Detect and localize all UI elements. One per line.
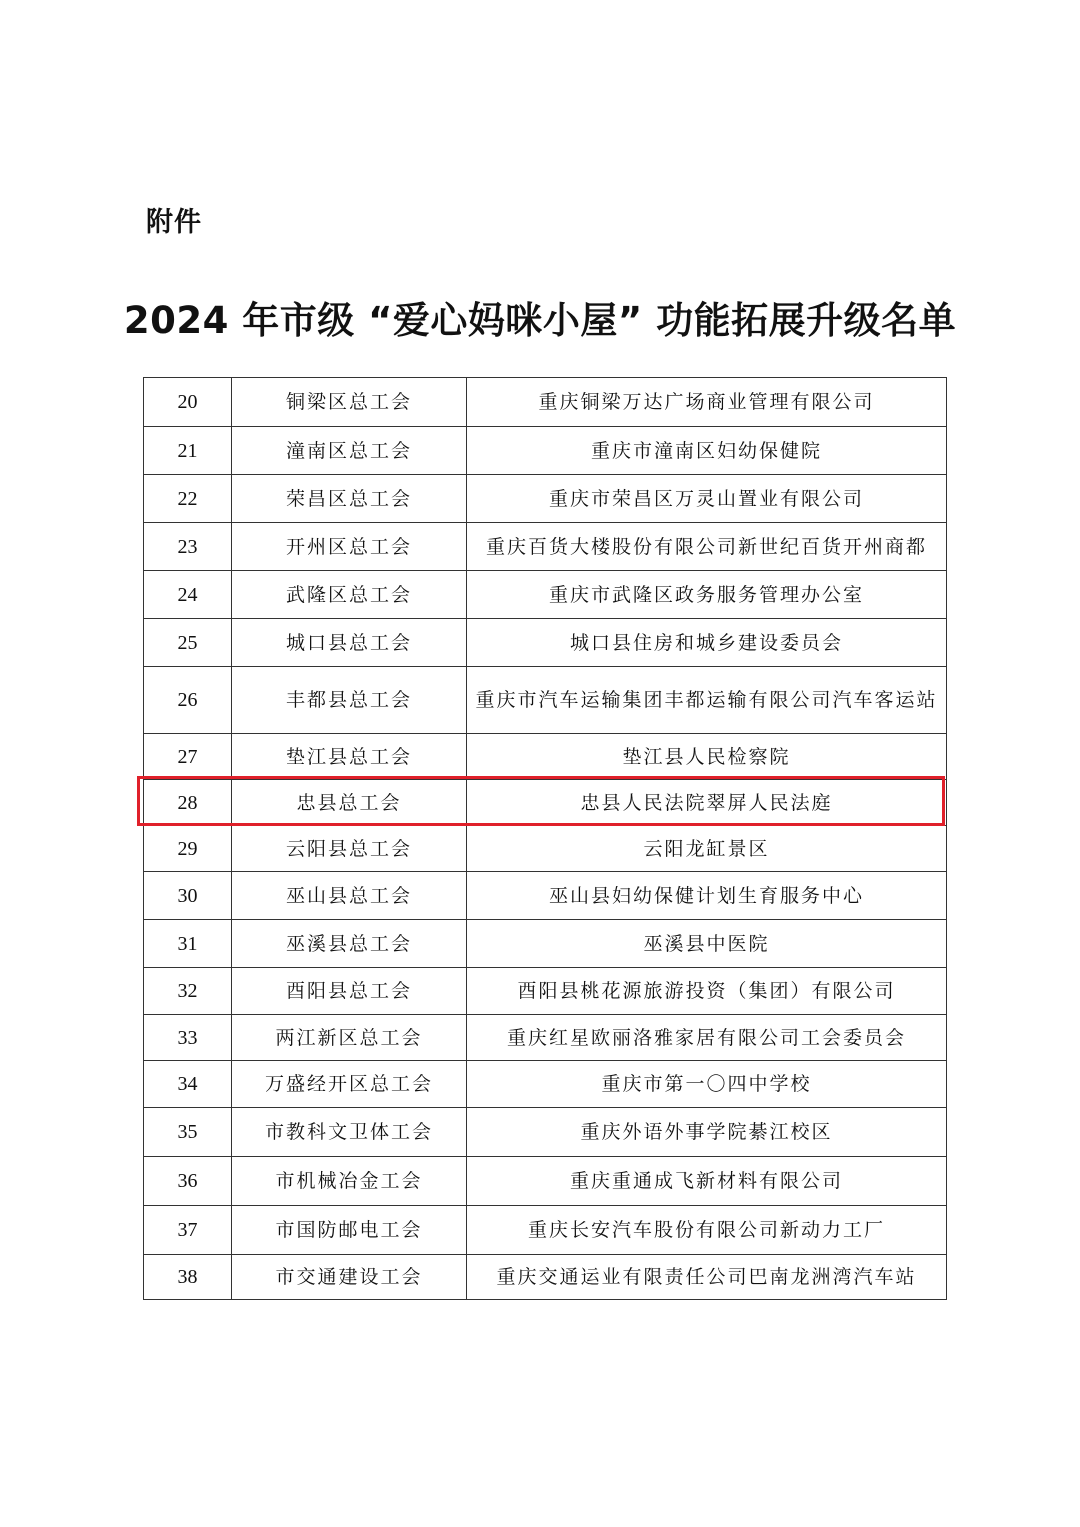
unit-name: 重庆市荣昌区万灵山置业有限公司	[467, 475, 947, 523]
union-name: 市教科文卫体工会	[232, 1108, 467, 1157]
union-name: 丰都县总工会	[232, 667, 467, 734]
row-number: 23	[144, 523, 232, 571]
union-name: 云阳县总工会	[232, 826, 467, 872]
row-number: 21	[144, 427, 232, 475]
unit-name: 重庆市武隆区政务服务管理办公室	[467, 571, 947, 619]
unit-name: 巫山县妇幼保健计划生育服务中心	[467, 872, 947, 920]
union-name: 铜梁区总工会	[232, 378, 467, 427]
union-name: 市机械冶金工会	[232, 1157, 467, 1206]
row-number: 30	[144, 872, 232, 920]
row-number: 22	[144, 475, 232, 523]
unit-name: 重庆市潼南区妇幼保健院	[467, 427, 947, 475]
table-row	[144, 968, 947, 1015]
table-row	[144, 1255, 947, 1300]
row-number: 25	[144, 619, 232, 667]
unit-name: 重庆交通运业有限责任公司巴南龙洲湾汽车站	[467, 1255, 947, 1300]
row-number: 28	[144, 780, 232, 826]
table-row	[144, 1015, 947, 1061]
row-number: 34	[144, 1061, 232, 1108]
unit-name: 云阳龙缸景区	[467, 826, 947, 872]
union-name: 酉阳县总工会	[232, 968, 467, 1015]
table-row	[144, 667, 947, 734]
union-name: 忠县总工会	[232, 780, 467, 826]
table-row	[144, 378, 947, 427]
table-row	[144, 920, 947, 968]
row-number: 24	[144, 571, 232, 619]
row-number: 38	[144, 1255, 232, 1300]
unit-name: 巫溪县中医院	[467, 920, 947, 968]
unit-name: 重庆重通成飞新材料有限公司	[467, 1157, 947, 1206]
table-row	[144, 475, 947, 523]
table-row	[144, 780, 947, 826]
row-number: 32	[144, 968, 232, 1015]
unit-name: 城口县住房和城乡建设委员会	[467, 619, 947, 667]
table-row	[144, 427, 947, 475]
table-row	[144, 734, 947, 780]
union-name: 垫江县总工会	[232, 734, 467, 780]
row-number: 26	[144, 667, 232, 734]
row-number: 33	[144, 1015, 232, 1061]
unit-name: 重庆市汽车运输集团丰都运输有限公司汽车客运站	[467, 667, 947, 734]
unit-name: 重庆百货大楼股份有限公司新世纪百货开州商都	[467, 523, 947, 571]
unit-name: 重庆红星欧丽洛雅家居有限公司工会委员会	[467, 1015, 947, 1061]
table-body	[144, 378, 947, 1300]
union-name: 市国防邮电工会	[232, 1206, 467, 1255]
upgrade-list-table	[143, 377, 947, 1300]
table-row	[144, 523, 947, 571]
row-number: 36	[144, 1157, 232, 1206]
unit-name: 忠县人民法院翠屏人民法庭	[467, 780, 947, 826]
union-name: 城口县总工会	[232, 619, 467, 667]
table-row	[144, 826, 947, 872]
row-number: 37	[144, 1206, 232, 1255]
table-row	[144, 872, 947, 920]
unit-name: 重庆市第一〇四中学校	[467, 1061, 947, 1108]
table-row	[144, 1061, 947, 1108]
row-number: 29	[144, 826, 232, 872]
union-name: 潼南区总工会	[232, 427, 467, 475]
unit-name: 重庆铜梁万达广场商业管理有限公司	[467, 378, 947, 427]
union-name: 万盛经开区总工会	[232, 1061, 467, 1108]
unit-name: 垫江县人民检察院	[467, 734, 947, 780]
union-name: 武隆区总工会	[232, 571, 467, 619]
table-row	[144, 619, 947, 667]
union-name: 市交通建设工会	[232, 1255, 467, 1300]
union-name: 巫溪县总工会	[232, 920, 467, 968]
table-row	[144, 1157, 947, 1206]
document-title: 2024 年市级 “爱心妈咪小屋” 功能拓展升级名单	[123, 299, 957, 342]
unit-name: 重庆外语外事学院綦江校区	[467, 1108, 947, 1157]
union-name: 巫山县总工会	[232, 872, 467, 920]
row-number: 31	[144, 920, 232, 968]
table-row	[144, 1206, 947, 1255]
row-number: 35	[144, 1108, 232, 1157]
table-row	[144, 1108, 947, 1157]
attachment-label: 附件	[146, 207, 202, 238]
row-number: 20	[144, 378, 232, 427]
unit-name: 酉阳县桃花源旅游投资（集团）有限公司	[467, 968, 947, 1015]
unit-name: 重庆长安汽车股份有限公司新动力工厂	[467, 1206, 947, 1255]
union-name: 两江新区总工会	[232, 1015, 467, 1061]
table-row	[144, 571, 947, 619]
union-name: 开州区总工会	[232, 523, 467, 571]
union-name: 荣昌区总工会	[232, 475, 467, 523]
row-number: 27	[144, 734, 232, 780]
